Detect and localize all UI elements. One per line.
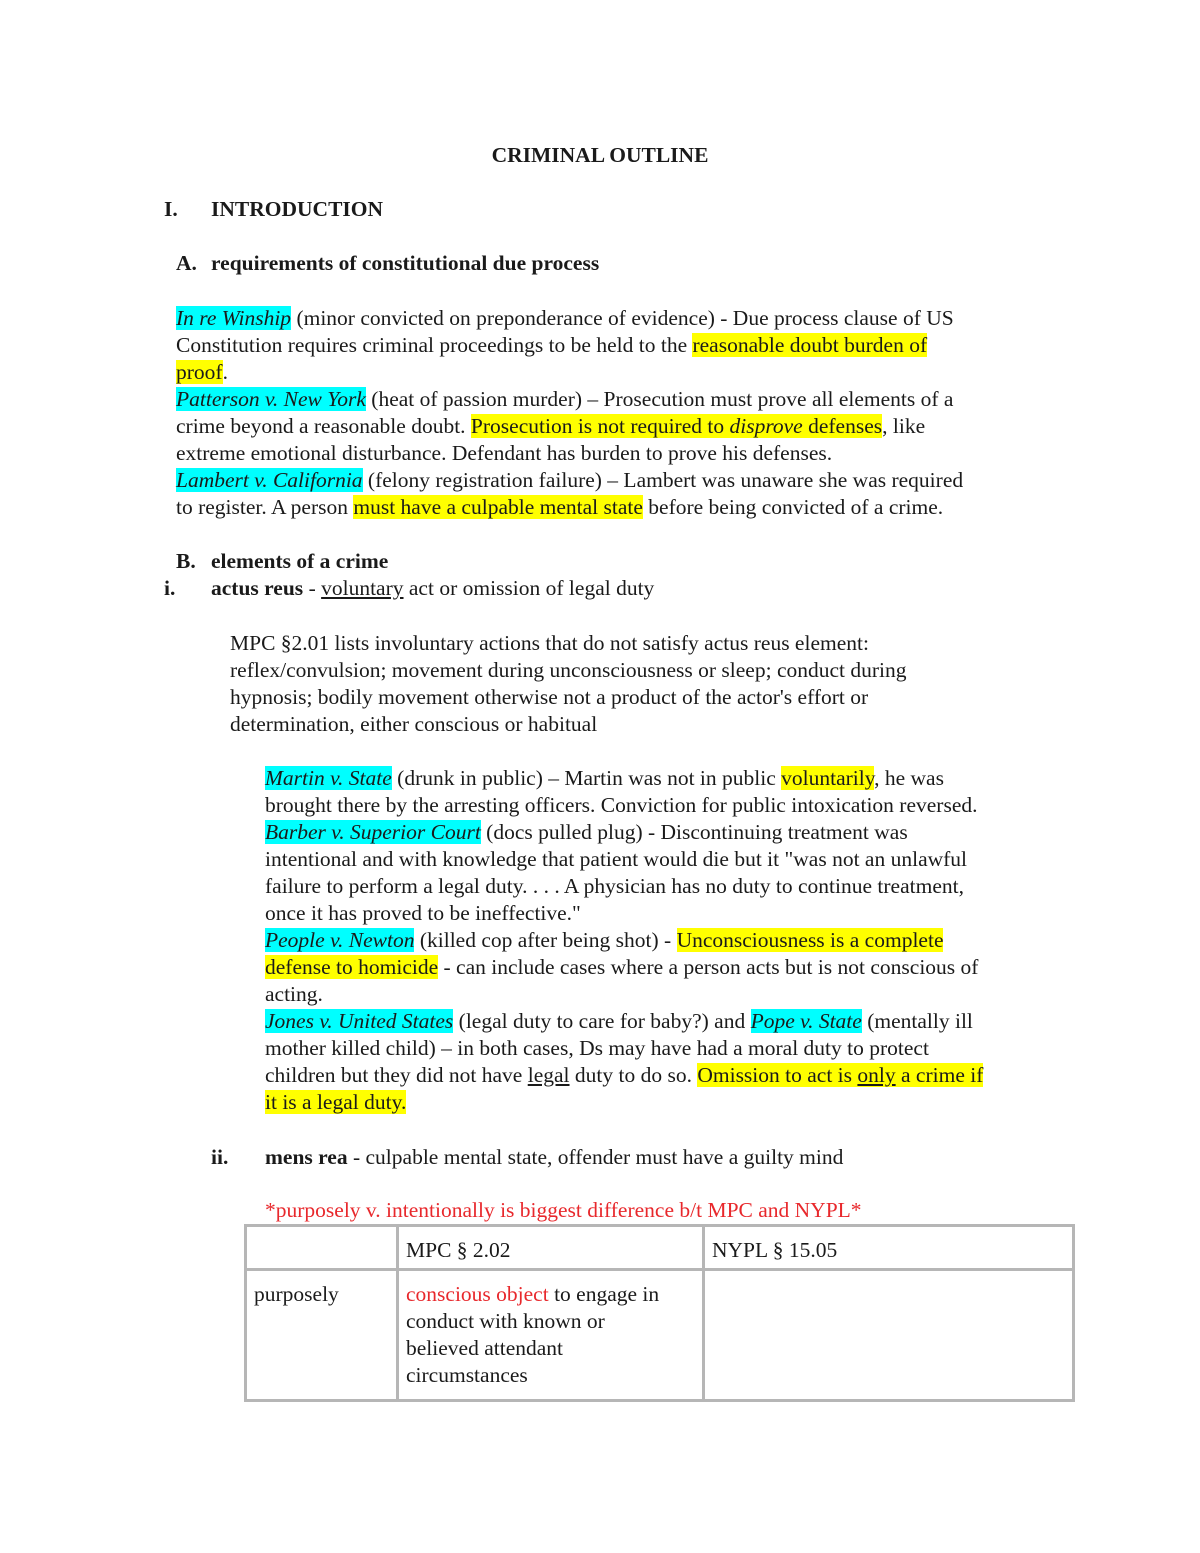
table-header-cell: MPC § 2.02 [398,1226,704,1270]
case-text: duty to do so. [569,1063,698,1087]
barber-line-4: once it has proved to be ineffective." [265,901,581,925]
case-text: , he was [874,766,944,790]
barber-line-1 [265,819,908,846]
case-text: to register. A person [176,495,354,519]
patterson-line-2 [176,413,925,440]
mpc-line: determination, either conscious or habitual [230,712,598,736]
section-heading: INTRODUCTION [211,197,384,221]
cell-text: to engage in [548,1282,660,1306]
table-header-row [246,1226,1074,1270]
table-row-label: purposely [246,1270,398,1401]
highlight [471,414,882,438]
table-header-cell: NYPL § 15.05 [704,1226,1074,1270]
lambert-line-2 [176,494,943,521]
case-name: Jones v. United States [265,1009,454,1033]
case-text: (mentally ill [861,1009,973,1033]
table-header-cell [246,1226,398,1270]
term: mens rea [265,1145,348,1169]
highlight: defense to homicide [265,955,439,979]
case-text: - can include cases where a person acts but is not conscious of [438,955,979,979]
jones-line-1 [265,1008,973,1035]
underlined-term: legal [527,1063,570,1087]
patterson-line-3: extreme emotional disturbance. Defendant has burden to prove his defenses. [176,441,833,465]
highlight: voluntarily [781,766,875,790]
jones-line-4 [265,1089,406,1116]
case-text: (docs pulled plug) - Discontinuing treatment was [480,820,908,844]
case-name: Barber v. Superior Court [265,820,481,844]
case-text: crime beyond a reasonable doubt. [176,414,471,438]
case-text: (killed cop after being shot) - [414,928,677,952]
barber-line-3: failure to perform a legal duty. . . . A physician has no duty to continue treatment, [265,874,964,898]
table-cell-mpc [398,1270,704,1401]
mpc-line: MPC §2.01 lists involuntary actions that do not satisfy actus reus element: [230,631,869,655]
mpc-line: reflex/convulsion; movement during unconsciousness or sleep; conduct during [230,658,907,682]
case-text: , like [882,414,926,438]
martin-line-1 [265,765,944,792]
jones-line-3 [265,1062,983,1089]
subsection-letter: A. [176,251,197,275]
highlight-text: Omission to act is [697,1063,858,1087]
martin-line-2: brought there by the arresting officers. Conviction for public intoxication reversed. [265,793,978,817]
cell-text: circumstances [406,1363,528,1387]
highlight: it is a legal duty. [265,1090,407,1114]
highlight: Unconsciousness is a complete [676,928,944,952]
term: actus reus [211,576,304,600]
definition: act or omission of legal duty [403,576,655,600]
highlight [697,1063,983,1087]
winship-line-3 [176,359,228,386]
case-text: (drunk in public) – Martin was not in public [391,766,782,790]
highlight-text: defenses [802,414,883,438]
highlight: reasonable doubt burden of [692,333,928,357]
case-text: (minor convicted on preponderance of evidence) - Due process clause of US [291,306,954,330]
case-text: (felony registration failure) – Lambert was unaware she was required [362,468,964,492]
red-term: conscious object [406,1282,549,1306]
case-name: Pope v. State [750,1009,862,1033]
case-text: (heat of passion murder) – Prosecution must prove all elements of a [365,387,954,411]
subsection-letter: B. [176,549,196,573]
case-name: Patterson v. New York [176,387,366,411]
barber-line-2: intentional and with knowledge that patient would die but it "was not an unlawful [265,847,968,871]
case-text: (legal duty to care for baby?) and [453,1009,751,1033]
comparison-note: *purposely v. intentionally is biggest difference b/t MPC and NYPL* [265,1198,862,1222]
cell-text: conduct with known or [406,1309,605,1333]
winship-line-1 [176,305,954,332]
item-number: i. [164,576,176,600]
case-name: Martin v. State [265,766,392,790]
table-row [246,1270,1074,1401]
highlight: proof [176,360,223,384]
lambert-line-1 [176,467,963,494]
underlined-term: voluntary [321,576,404,600]
jones-line-2: mother killed child) – in both cases, Ds may have had a moral duty to protect [265,1036,929,1060]
newton-line-3: acting. [265,982,323,1006]
case-text: . [222,360,228,384]
mens-rea-table [244,1224,1075,1402]
subsection-heading: elements of a crime [211,549,389,573]
dash: - [303,576,322,600]
section-number: I. [164,197,178,221]
highlight-underlined: only [857,1063,896,1087]
case-text: children but they did not have [265,1063,528,1087]
item-number: ii. [211,1145,229,1169]
newton-line-1 [265,927,943,954]
definition: - culpable mental state, offender must have a guilty mind [347,1145,844,1169]
case-name: In re Winship [176,306,292,330]
highlight-text: Prosecution is not required to [470,414,730,438]
case-name: Lambert v. California [176,468,363,492]
case-name: People v. Newton [265,928,415,952]
patterson-line-1 [176,386,953,413]
case-text: Constitution requires criminal proceedings to be held to the [176,333,693,357]
highlight-italic: disprove [729,414,803,438]
mens-rea-line [265,1144,843,1171]
newton-line-2 [265,954,978,981]
table-cell-nypl [704,1270,1074,1401]
highlight-text: a crime if [895,1063,984,1087]
winship-line-2 [176,332,927,359]
mpc-line: hypnosis; bodily movement otherwise not a product of the actor's effort or [230,685,869,709]
highlight: must have a culpable mental state [353,495,643,519]
case-text: before being convicted of a crime. [642,495,944,519]
actus-reus-line [211,575,654,602]
document-title: CRIMINAL OUTLINE [491,143,709,167]
subsection-heading: requirements of constitutional due process [211,251,600,275]
cell-text: believed attendant [406,1336,563,1360]
